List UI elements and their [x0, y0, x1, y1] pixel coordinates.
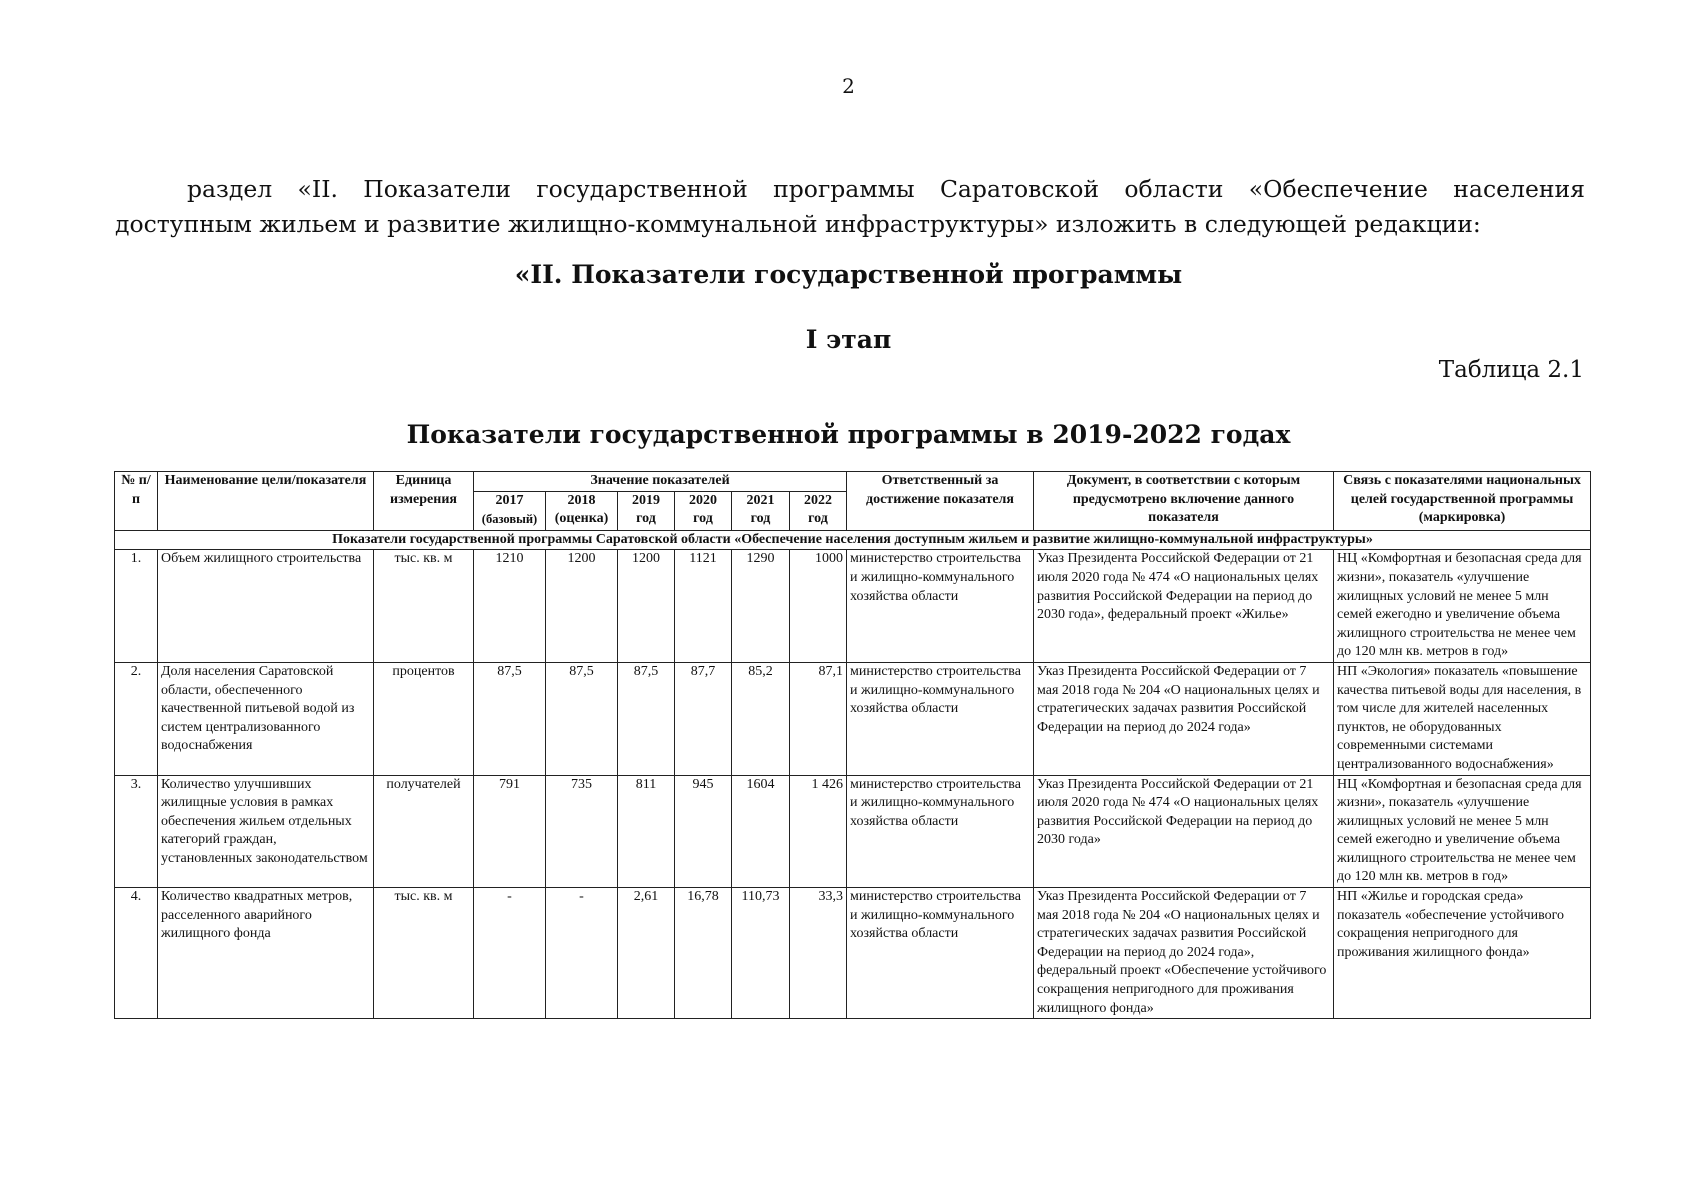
indicators-table — [114, 471, 1591, 1019]
group-title: Показатели государственной программы Саратовской области «Обеспечение населения доступным жильем и развитие жилищно-коммунальной инфраструктуры» — [115, 530, 1591, 550]
row-value: 87,5 — [474, 662, 546, 775]
row-value: 1604 — [732, 775, 790, 888]
header-values: Значение показателей — [474, 472, 847, 492]
header-year: 2022 год — [790, 491, 847, 530]
table-row — [115, 662, 1591, 775]
row-value: 1000 — [790, 550, 847, 663]
row-value: 87,5 — [546, 662, 618, 775]
row-value: 1210 — [474, 550, 546, 663]
row-value: 1121 — [675, 550, 732, 663]
row-unit: тыс. кв. м — [374, 550, 474, 663]
row-name: Количество улучшивших жилищные условия в рамках обеспечения жильем отдельных категорий граждан, установленных законодательством — [158, 775, 374, 888]
row-unit: тыс. кв. м — [374, 888, 474, 1019]
row-value: - — [474, 888, 546, 1019]
header-year: 2020 год — [675, 491, 732, 530]
row-responsible: министерство строительства и жилищно-коммунального хозяйства области — [847, 888, 1034, 1019]
row-name: Количество квадратных метров, расселенного аварийного жилищного фонда — [158, 888, 374, 1019]
stage-heading: I этап — [805, 325, 892, 354]
row-num: 2. — [115, 662, 158, 775]
table-title: Показатели государственной программы в 2019-2022 годах — [406, 420, 1291, 449]
row-value: 735 — [546, 775, 618, 888]
row-value: 1 426 — [790, 775, 847, 888]
row-responsible: министерство строительства и жилищно-коммунального хозяйства области — [847, 775, 1034, 888]
intro-paragraph: раздел «II. Показатели государственной программы Саратовской области «Обеспечение населения доступным жильем и развитие жилищно-коммунальной инфраструктуры» изложить в следующей редакции: — [115, 175, 1585, 238]
row-responsible: министерство строительства и жилищно-коммунального хозяйства области — [847, 550, 1034, 663]
page-number: 2 — [842, 74, 855, 98]
group-row — [115, 530, 1591, 550]
row-value: 87,5 — [618, 662, 675, 775]
header-num: № п/п — [115, 472, 158, 531]
header-year: 2019 год — [618, 491, 675, 530]
header-year: 2017 (базовый) — [474, 491, 546, 530]
row-value: 1200 — [618, 550, 675, 663]
row-value: 2,61 — [618, 888, 675, 1019]
row-value: 33,3 — [790, 888, 847, 1019]
header-year: 2021 год — [732, 491, 790, 530]
row-value: - — [546, 888, 618, 1019]
row-link: НП «Экология» показатель «повышение качества питьевой воды для населения, в том числе для жителей населенных пунктов, не оборудованных современными системами централизованного водоснабжения» — [1334, 662, 1591, 775]
row-value: 87,1 — [790, 662, 847, 775]
row-value: 87,7 — [675, 662, 732, 775]
row-document: Указ Президента Российской Федерации от 7 мая 2018 года № 204 «О национальных целях и стратегических задачах развития Российской Федерации на период до 2024 года» — [1034, 662, 1334, 775]
table-row — [115, 888, 1591, 1019]
header-link: Связь с показателями национальных целей государственной программы (маркировка) — [1334, 472, 1591, 531]
row-link: НП «Жилье и городская среда» показатель «обеспечение устойчивого сокращения непригодного для проживания жилищного фонда» — [1334, 888, 1591, 1019]
header-unit: Единица измерения — [374, 472, 474, 531]
header-document: Документ, в соответствии с которым предусмотрено включение данного показателя — [1034, 472, 1334, 531]
header-year: 2018 (оценка) — [546, 491, 618, 530]
row-unit: получателей — [374, 775, 474, 888]
section-heading: «II. Показатели государственной программы — [514, 260, 1183, 289]
row-num: 4. — [115, 888, 158, 1019]
row-name: Доля населения Саратовской области, обеспеченного качественной питьевой водой из систем централизованного водоснабжения — [158, 662, 374, 775]
header-name: Наименование цели/показателя — [158, 472, 374, 531]
row-value: 16,78 — [675, 888, 732, 1019]
row-document: Указ Президента Российской Федерации от 21 июля 2020 года № 474 «О национальных целях развития Российской Федерации на период до 2030 года» — [1034, 775, 1334, 888]
row-link: НЦ «Комфортная и безопасная среда для жизни», показатель «улучшение жилищных условий не менее 5 млн семей ежегодно и увеличение объема жилищного строительства не менее чем до 120 млн кв. метров в год» — [1334, 775, 1591, 888]
row-value: 791 — [474, 775, 546, 888]
row-num: 1. — [115, 550, 158, 663]
row-num: 3. — [115, 775, 158, 888]
row-value: 1290 — [732, 550, 790, 663]
row-value: 1200 — [546, 550, 618, 663]
row-responsible: министерство строительства и жилищно-коммунального хозяйства области — [847, 662, 1034, 775]
table-row — [115, 775, 1591, 888]
row-value: 811 — [618, 775, 675, 888]
header-responsible: Ответственный за достижение показателя — [847, 472, 1034, 531]
table-row — [115, 550, 1591, 663]
row-document: Указ Президента Российской Федерации от 21 июля 2020 года № 474 «О национальных целях развития Российской Федерации на период до 2030 года», федеральный проект «Жилье» — [1034, 550, 1334, 663]
row-value: 85,2 — [732, 662, 790, 775]
row-value: 945 — [675, 775, 732, 888]
row-name: Объем жилищного строительства — [158, 550, 374, 663]
row-value: 110,73 — [732, 888, 790, 1019]
row-document: Указ Президента Российской Федерации от 7 мая 2018 года № 204 «О национальных целях и стратегических задачах развития Российской Федерации на период до 2024 года», федеральный проект «Обеспечение устойчивого сокращения непригодного для проживания жилищного фонда» — [1034, 888, 1334, 1019]
row-unit: процентов — [374, 662, 474, 775]
table-header-row — [115, 472, 1591, 492]
table-label: Таблица 2.1 — [1438, 357, 1584, 383]
row-link: НЦ «Комфортная и безопасная среда для жизни», показатель «улучшение жилищных условий не менее 5 млн семей ежегодно и увеличение объема жилищного строительства не менее чем до 120 млн кв. метров в год» — [1334, 550, 1591, 663]
